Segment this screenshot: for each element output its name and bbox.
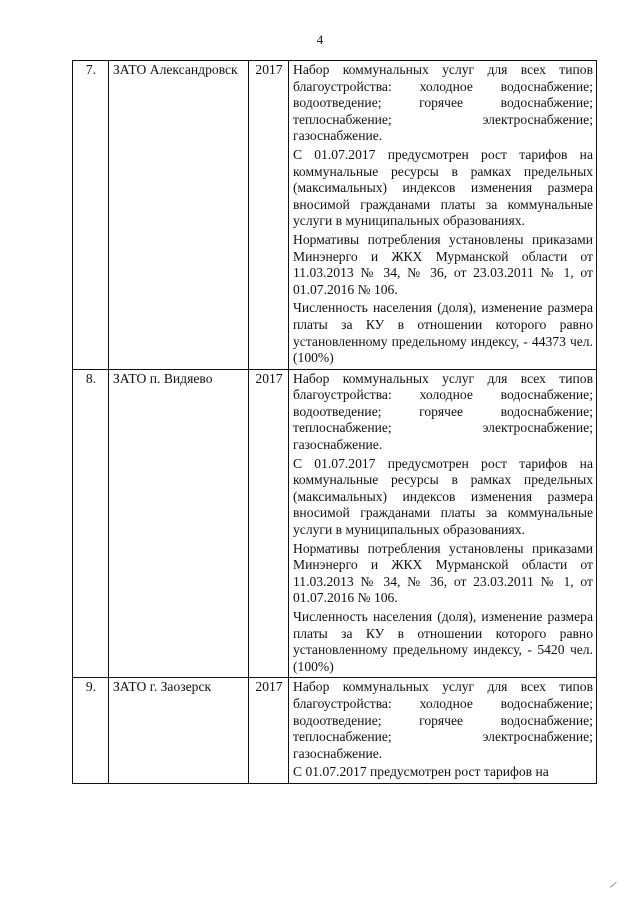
norms-paragraph: Нормативы потребления установлены приказами Минэнерго и ЖКХ Мурманской области от 11.03.2013 № 34, № 36, от 23.03.2011 № 1, от 01.07.2016 № 106. [293, 540, 593, 606]
table-row [73, 678, 597, 784]
services-paragraph: Набор коммунальных услуг для всех типов благоустройства: холодное водоснабжение; водоотведение; горячее водоснабжение; теплоснабжение; электроснабжение; газоснабжение. [293, 679, 593, 761]
row-number: 8. [73, 369, 109, 678]
year-cell: 2017 [249, 678, 289, 784]
description-cell [289, 61, 597, 370]
services-paragraph: Набор коммунальных услуг для всех типов благоустройства: холодное водоснабжение; водоотведение; горячее водоснабжение; теплоснабжение; электроснабжение; газоснабжение. [293, 62, 593, 144]
description-cell [289, 678, 597, 784]
row-number: 7. [73, 61, 109, 370]
population-paragraph: Численность населения (доля), изменение размера платы за КУ в отношении которого равно установленному предельному индексу, - 44373 чел. (100%) [293, 300, 593, 366]
row-number: 9. [73, 678, 109, 784]
municipality-name: ЗАТО п. Видяево [109, 369, 249, 678]
year-cell: 2017 [249, 369, 289, 678]
municipality-name: ЗАТО Александровск [109, 61, 249, 370]
tariff-growth-paragraph: С 01.07.2017 предусмотрен рост тарифов на [293, 764, 549, 780]
page-number: 4 [316, 32, 324, 47]
population-paragraph: Численность населения (доля), изменение размера платы за КУ в отношении которого равно установленному предельному индексу, - 5420 чел. (100%) [293, 609, 593, 674]
description-cell [289, 369, 597, 678]
tariff-growth-paragraph: С 01.07.2017 предусмотрен рост тарифов на коммунальные ресурсы в рамках предельных (максимальных) индексов изменения размера вносимой гражданами платы за коммунальные услуги в муниципальных образованиях. [293, 146, 593, 229]
table-row [73, 61, 597, 370]
services-paragraph: Набор коммунальных услуг для всех типов благоустройства: холодное водоснабжение; водоотведение; горячее водоснабжение; теплоснабжение; электроснабжение; газоснабжение. [293, 370, 593, 453]
tariff-growth-paragraph: С 01.07.2017 предусмотрен рост тарифов на коммунальные ресурсы в рамках предельных (максимальных) индексов изменения размера вносимой гражданами платы за коммунальные услуги в муниципальных образованиях. [293, 455, 593, 538]
municipality-name: ЗАТО г. Заозерск [109, 678, 249, 784]
table-row [73, 369, 597, 678]
year-cell: 2017 [249, 61, 289, 370]
norms-paragraph: Нормативы потребления установлены приказами Минэнерго и ЖКХ Мурманской области от 11.03.2013 № 34, № 36, от 23.03.2011 № 1, от 01.07.2016 № 106. [293, 231, 593, 297]
scan-mark [610, 882, 618, 889]
municipality-tariff-table [72, 60, 597, 784]
